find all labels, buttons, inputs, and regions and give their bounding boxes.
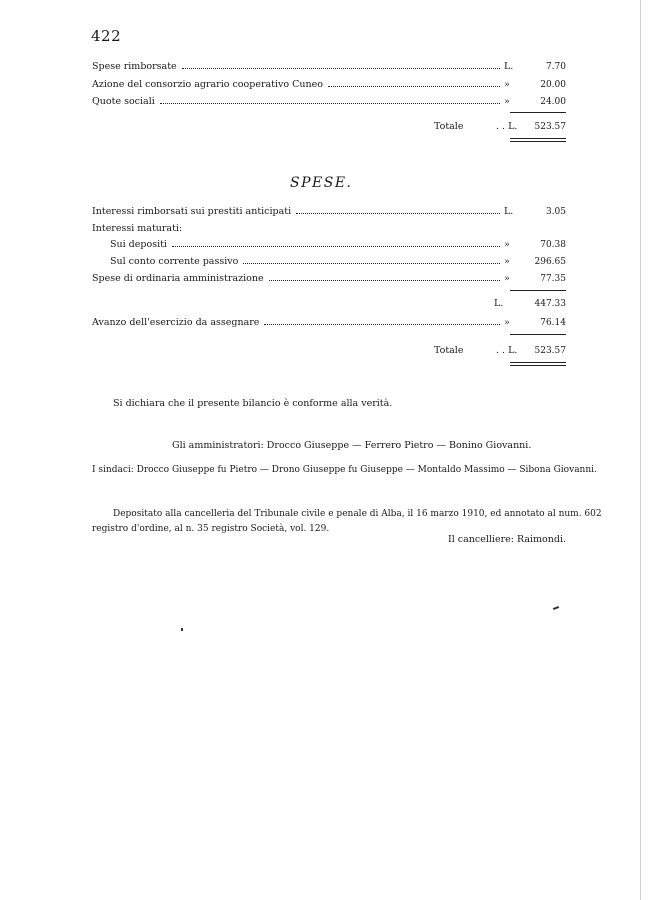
subtotal-amount: 447.33: [534, 299, 566, 309]
deposit-line-2: registro d'ordine, al n. 35 registro Società, vol. 129.: [92, 524, 330, 534]
dot-leader: [182, 68, 500, 69]
row-marker: L.: [504, 206, 514, 217]
row-label: Sul conto corrente passivo: [110, 256, 239, 267]
row-marker: L.: [504, 61, 514, 72]
row-label: Sui depositi: [110, 239, 167, 250]
ledger-row-interessi-rimborsati: [92, 205, 566, 219]
ledger-row-avanzo: [92, 316, 566, 330]
dot-leader: [160, 103, 500, 104]
row-label: Spese rimborsate: [92, 61, 177, 72]
ink-speck: [553, 606, 559, 610]
row-label: Avanzo dell'esercizio da assegnare: [92, 317, 260, 328]
row-marker: »: [504, 96, 510, 107]
row-amount: 76.14: [540, 318, 566, 328]
spese-total-row: [434, 344, 566, 358]
ink-speck: [181, 628, 183, 631]
entrate-total-row: [434, 120, 566, 134]
interessi-maturati-label: Interessi maturati:: [92, 223, 183, 234]
row-amount: 296.65: [534, 257, 566, 267]
dot-leader: [172, 246, 500, 247]
total-double-rule: [510, 138, 566, 142]
ledger-row-spese-rimborsate: [92, 60, 566, 74]
administrators-line: Gli amministratori: Drocco Giuseppe — Ferrero Pietro — Bonino Giovanni.: [172, 440, 532, 451]
dot-leader: [296, 213, 500, 214]
row-amount: 7.70: [545, 62, 566, 72]
ledger-row-sul-conto: [110, 255, 566, 269]
dot-leader: [243, 263, 500, 264]
sum-rule: [510, 112, 566, 113]
page-number: 422: [91, 27, 122, 45]
dot-leader: [264, 324, 500, 325]
row-amount: 3.05: [545, 207, 566, 217]
ledger-row-quote-sociali: [92, 95, 566, 109]
ledger-row-spese-ordinaria: [92, 272, 566, 286]
row-marker: »: [504, 317, 510, 328]
total-marker: . . L.: [496, 121, 518, 132]
clerk-signature: Il cancelliere: Raimondi.: [448, 534, 567, 545]
total-amount: 523.57: [534, 346, 566, 356]
row-amount: 24.00: [540, 97, 566, 107]
row-amount: 70.38: [540, 240, 566, 250]
total-marker: . . L.: [496, 345, 518, 356]
row-marker: »: [504, 239, 510, 250]
row-label: Quote sociali: [92, 96, 155, 107]
subtotal-marker: L.: [494, 298, 504, 309]
total-double-rule: [510, 362, 566, 366]
row-marker: »: [504, 256, 510, 267]
total-label: Totale: [434, 121, 464, 132]
spese-subtotal-row: [494, 297, 566, 311]
auditors-line: I sindaci: Drocco Giuseppe fu Pietro — Drono Giuseppe fu Giuseppe — Montaldo Massimo — Sibona Giovanni.: [92, 465, 597, 475]
total-amount: 523.57: [534, 122, 566, 132]
dot-leader: [328, 86, 500, 87]
dot-leader: [269, 280, 500, 281]
declaration-text: Si dichiara che il presente bilancio è conforme alla verità.: [113, 398, 393, 409]
deposit-line-1: Depositato alla cancelleria del Tribunale civile e penale di Alba, il 16 marzo 1910, ed annotato al num. 602: [113, 509, 602, 519]
row-amount: 77.35: [540, 274, 566, 284]
section-heading-spese: SPESE.: [290, 175, 353, 191]
total-label: Totale: [434, 345, 464, 356]
row-marker: »: [504, 79, 510, 90]
sum-rule: [510, 290, 566, 291]
ledger-row-azione-consorzio: [92, 78, 566, 92]
row-amount: 20.00: [540, 80, 566, 90]
row-label: Spese di ordinaria amministrazione: [92, 273, 264, 284]
sum-rule: [510, 334, 566, 335]
row-marker: »: [504, 273, 510, 284]
page-edge-line: [640, 0, 641, 900]
row-label: Azione del consorzio agrario cooperativo Cuneo: [92, 79, 323, 90]
ledger-row-sui-depositi: [110, 238, 566, 252]
row-label: Interessi rimborsati sui prestiti anticipati: [92, 206, 292, 217]
